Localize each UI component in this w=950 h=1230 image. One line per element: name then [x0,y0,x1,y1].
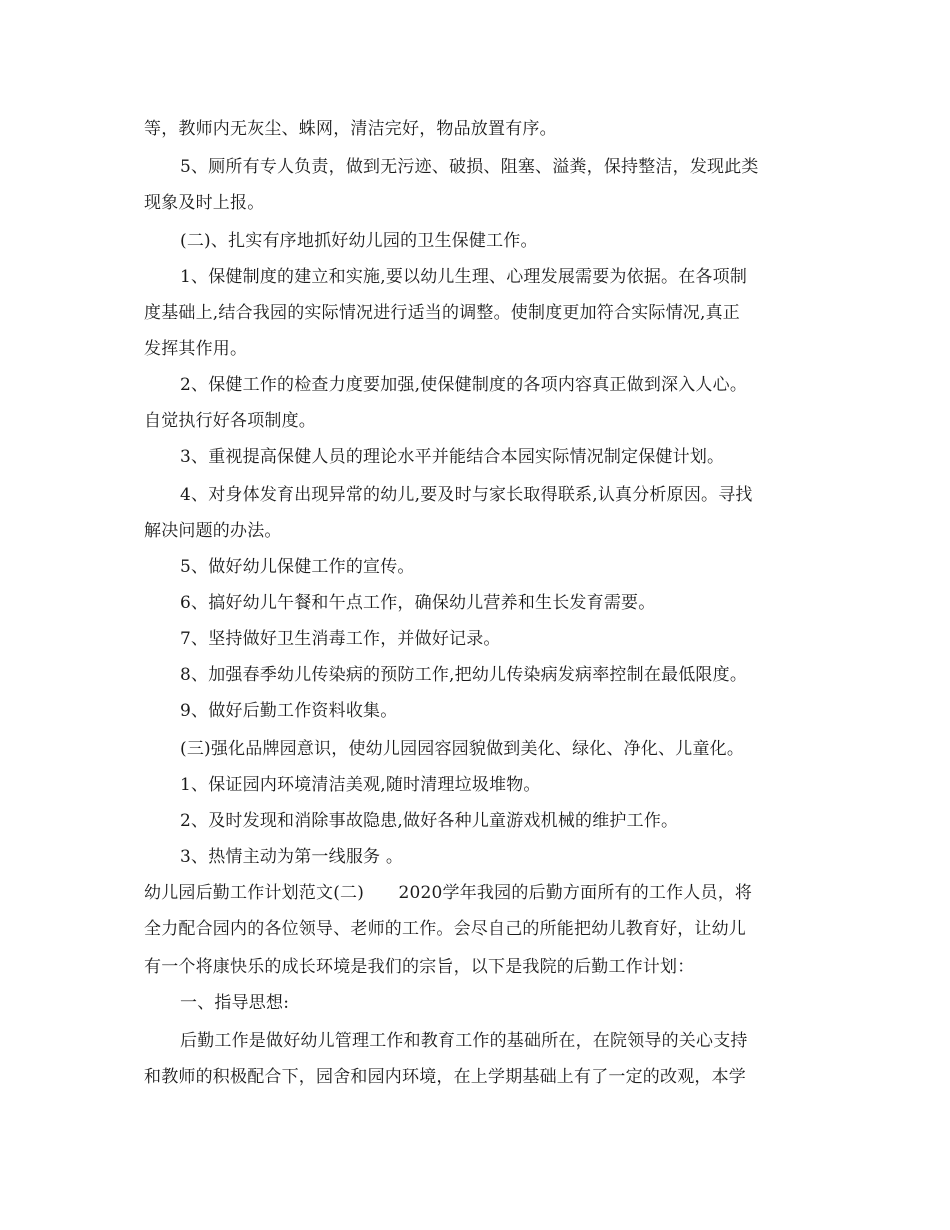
text-line: 解决问题的办法。 [144,521,282,541]
text-line: 等，教师内无灰尘、蛛网，清洁完好，物品放置有序。 [144,119,557,139]
text-line: 7、坚持做好卫生消毒工作，并做好记录。 [180,629,501,649]
text-line: 5、做好幼儿保健工作的宣传。 [180,557,415,577]
text-line: 8、加强春季幼儿传染病的预防工作,把幼儿传染病发病率控制在最低限度。 [180,665,748,685]
text-line: 2、保健工作的检查力度要加强,使保健制度的各项内容真正做到深入人心。 [180,375,748,395]
text-line: 3、热情主动为第一线服务 。 [180,847,404,867]
text-line: 度基础上,结合我园的实际情况进行适当的调整。使制度更加符合实际情况,真正 [144,303,741,323]
text-line: 3、重视提高保健人员的理论水平并能结合本园实际情况制定保健计划。 [180,447,725,467]
text-line: 4、对身体发育出现异常的幼儿,要及时与家长取得联系,认真分析原因。寻找 [180,485,753,505]
text-line: 6、搞好幼儿午餐和午点工作，确保幼儿营养和生长发育需要。 [180,593,656,613]
text-line: 和教师的积极配合下，园舍和园内环境，在上学期基础上有了一定的改观，本学 [144,1067,746,1087]
section-heading: (三)强化品牌园意识，使幼儿园园容园貌做到美化、绿化、净化、儿童化。 [180,739,745,759]
text-line: 发挥其作用。 [144,339,248,359]
text-line: 5、厕所有专人负责，做到无污迹、破损、阻塞、溢粪，保持整洁，发现此类 [180,157,759,177]
section-heading: 一、指导思想: [180,993,290,1013]
text-line: 1、保证园内环境清洁美观,随时清理垃圾堆物。 [180,775,541,795]
text-line: 自觉执行好各项制度。 [144,411,316,431]
text-line: 9、做好后勤工作资料收集。 [180,701,398,721]
text-line: 全力配合园内的各位领导、老师的工作。会尽自己的所能把幼儿教育好，让幼儿 [144,919,746,939]
section-heading: (二)、扎实有序地抓好幼儿园的卫生保健工作。 [180,231,538,251]
text-line: 现象及时上报。 [144,193,265,213]
text-line: 后勤工作是做好幼儿管理工作和教育工作的基础所在，在院领导的关心支持 [180,1031,748,1051]
section-title: 幼儿园后勤工作计划范文(二) 2020学年我园的后勤方面所有的工作人员，将 [144,883,753,903]
text-line: 有一个将康快乐的成长环境是我们的宗旨，以下是我院的后勤工作计划： [144,957,695,977]
text-line: 2、及时发现和消除事故隐患,做好各种儿童游戏机械的维护工作。 [180,811,679,831]
text-line: 1、保健制度的建立和实施,要以幼儿生理、心理发展需要为依据。在各项制 [180,267,748,287]
